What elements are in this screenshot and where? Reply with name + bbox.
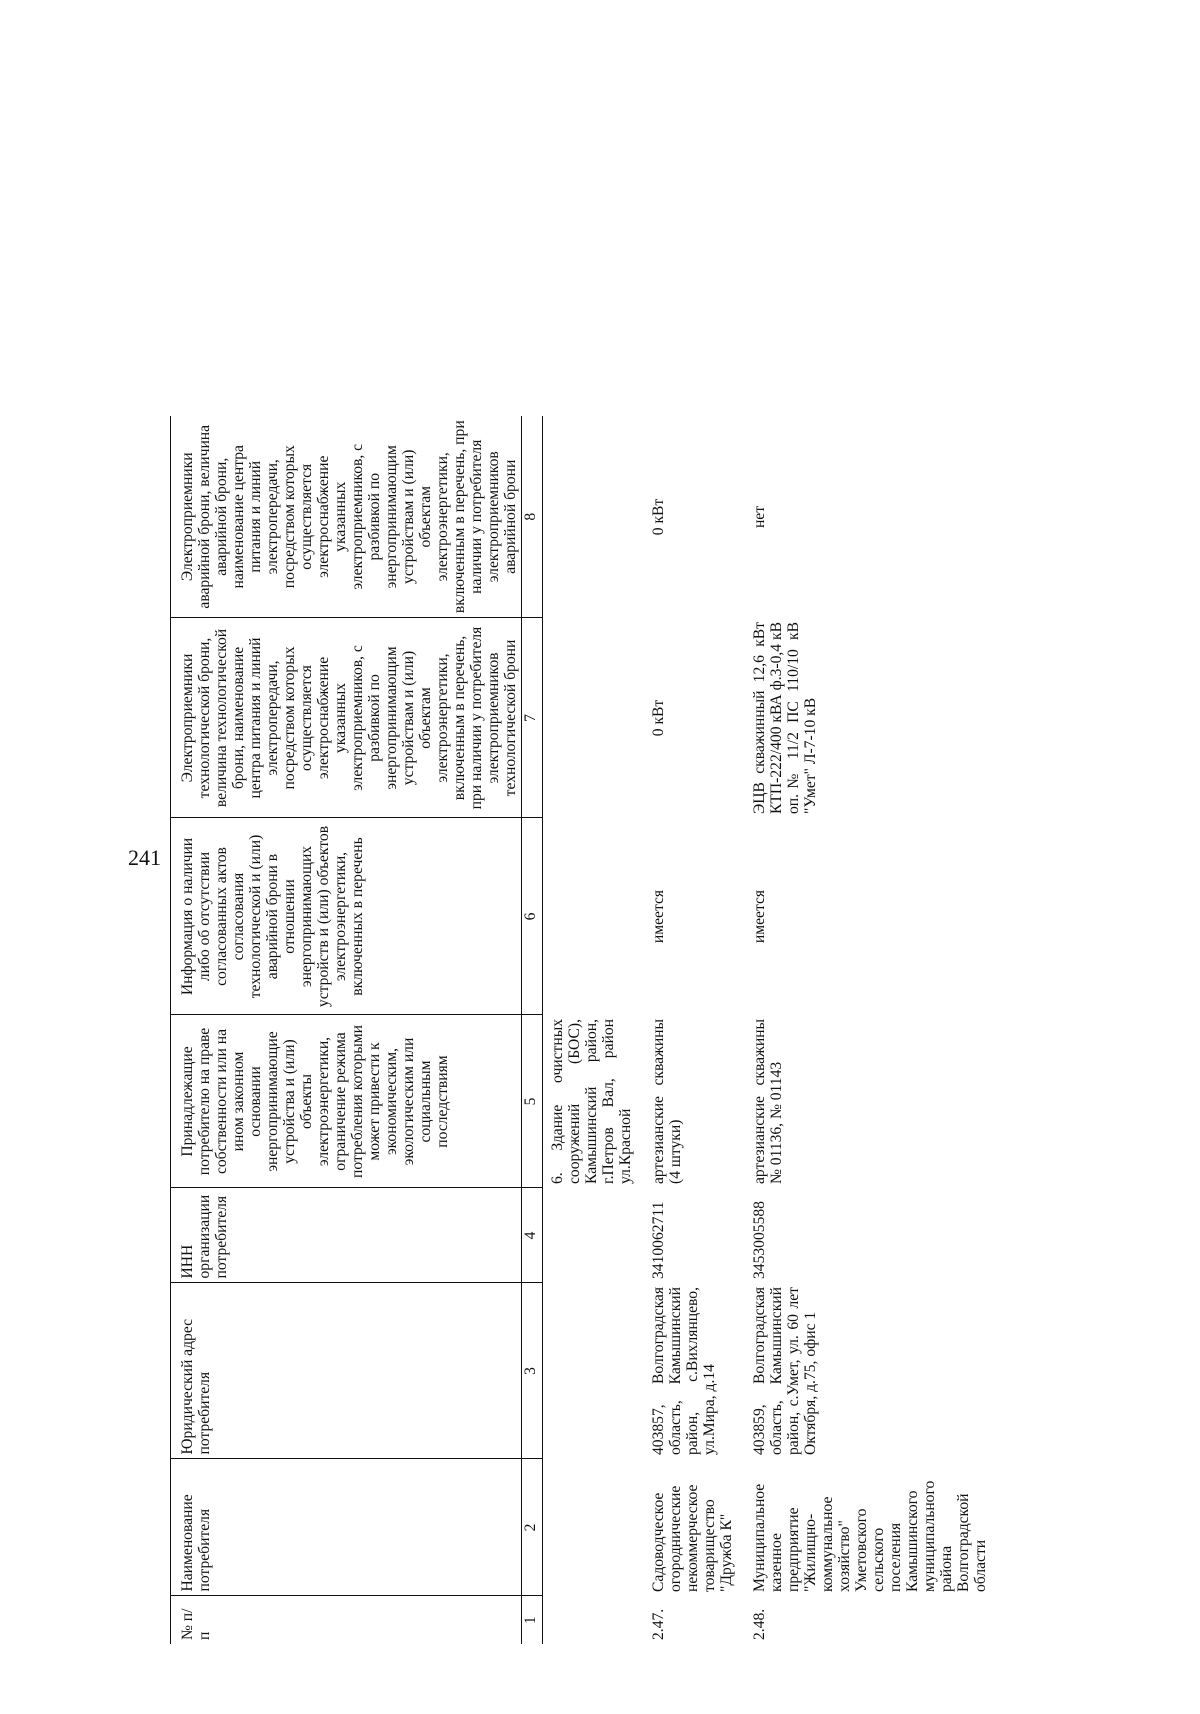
consumer-objects: артезианские скважины (4 штуки) bbox=[650, 1019, 684, 1184]
acts-availability: имеется bbox=[650, 889, 667, 944]
column-number: 3 bbox=[522, 1283, 543, 1459]
header-acts: Информация о наличии либо об отсутствии согласованных актов согласования технологической и (или) аварийной брони в отношении энергопринимающих устройств и (или) объектов электроэнергетики, включенных в перечень bbox=[171, 818, 522, 1015]
emergency-reserve-value: 0 кВт bbox=[650, 498, 667, 536]
tech-reserve-value: ЭЦВ скважинный 12,6 кВт КТП-222/400 кВА ф.3-0,4 кВ оп.№ 11/2 ПС 110/10 кВ "Умет" Л-7-10 кВ bbox=[751, 622, 819, 814]
consumer-objects: артезианские скважины № 01136, № 01143 bbox=[751, 1019, 785, 1184]
header-address: Юридический адрес потребителя bbox=[171, 1283, 522, 1459]
column-number: 5 bbox=[522, 1015, 543, 1188]
column-number: 6 bbox=[522, 818, 543, 1015]
table-row bbox=[634, 416, 735, 1644]
header-name: Наименование потребителя bbox=[171, 1459, 522, 1596]
tech-reserve-value: 0 кВт bbox=[650, 699, 667, 737]
continuation-row bbox=[543, 416, 635, 1644]
table-row bbox=[735, 416, 989, 1644]
header-row bbox=[171, 416, 522, 1644]
row-number: 2.48. bbox=[751, 1608, 768, 1640]
column-number: 8 bbox=[522, 416, 543, 618]
consumer-address: 403859, Волгоградская область, Камышинский район, с.Умет, ул. 60 лет Октября, д.75, офис 1 bbox=[751, 1287, 819, 1455]
header-emergency-reserve: Электроприемники аварийной брони, величина аварийной брони, наименование центра питания и линий электропередачи, посредством которых осуществляется электроснабжение указанных электроприемников, с разбивкой по энергопринимающим устройствам и (или) объектам электроэнергетики, включенным в перечень, при наличии у потребителя электроприемников аварийной брони bbox=[171, 416, 522, 618]
continuation-object: 6. Здание очистных сооружений (БОС), Камышинский район, г.Петров Вал, район ул.Красной bbox=[549, 1019, 634, 1184]
column-number-row bbox=[522, 416, 543, 1644]
column-number: 7 bbox=[522, 618, 543, 818]
acts-availability: имеется bbox=[751, 889, 768, 944]
emergency-reserve-value: нет bbox=[751, 505, 768, 529]
header-number: № п/п bbox=[179, 1608, 213, 1640]
consumer-address: 403857, Волгоградская область, Камышинский район, с.Вихлянцево, ул.Мира, д.14 bbox=[650, 1287, 718, 1455]
consumer-table bbox=[170, 416, 989, 1644]
page-number: 241 bbox=[128, 845, 161, 870]
header-tech-reserve: Электроприемники технологической брони, величина технологической брони, наименование центра питания и линий электропередачи, посредством которых осуществляется электроснабжение указанных электроприемников, с разбивкой по энергопринимающим устройствам и (или) объектам электроэнергетики, включенным в перечень, при наличии у потребителя электроприемников технологической брони bbox=[171, 618, 522, 818]
row-number: 2.47. bbox=[650, 1608, 667, 1640]
consumer-inn: 3453005588 bbox=[751, 1201, 768, 1279]
consumer-name: Муниципальное казенное предприятие "Жилищно-коммунальное хозяйство" Уметовского сельского поселения Камышинского муниципального района Волгоградской области bbox=[751, 1480, 989, 1592]
column-number: 1 bbox=[522, 1596, 543, 1644]
column-number: 2 bbox=[522, 1459, 543, 1596]
consumer-name: Садоводческое огороднические некоммерческое товарищество "Дружба К" bbox=[650, 1484, 735, 1592]
consumer-inn: 3410062711 bbox=[650, 1201, 667, 1279]
header-objects: Принадлежащие потребителю на праве собственности или на ином законном основании энергопринимающие устройства и (или) объекты электроэнергетики, ограничение режима потребления которыми может привести к экономическим, экологическим или социальным последствиям bbox=[171, 1015, 522, 1188]
header-inn: ИНН организации потребителя bbox=[171, 1188, 522, 1283]
column-number: 4 bbox=[522, 1188, 543, 1283]
